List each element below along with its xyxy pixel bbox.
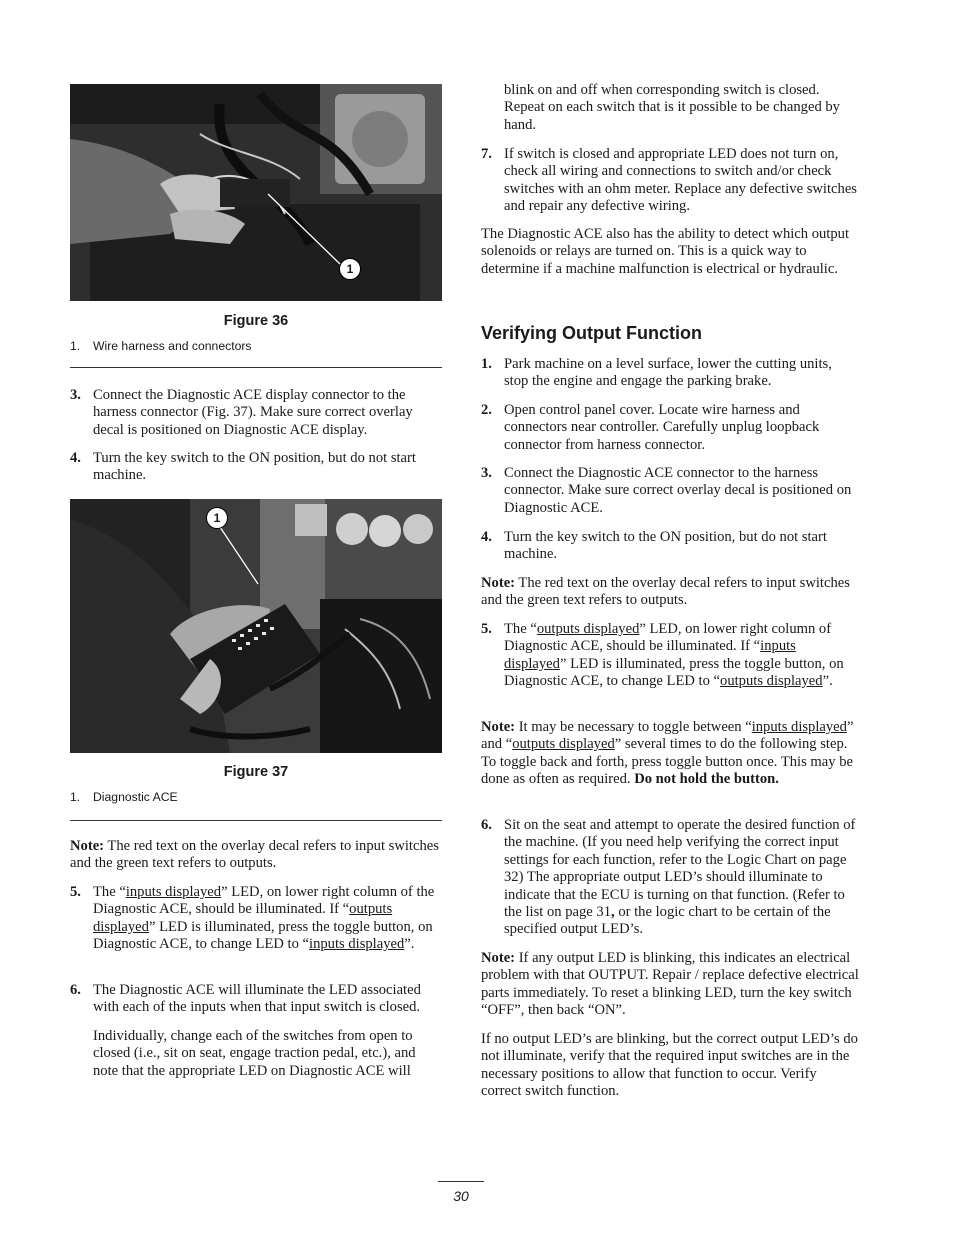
- output-step-6: [481, 817, 859, 939]
- step-number: 4.: [70, 450, 81, 466]
- legend-number: 1.: [70, 790, 81, 804]
- step-text: ” LED, on lower right column of Diagnostic ACE, should be illuminated. If “: [504, 621, 832, 655]
- step-text: Connect the Diagnostic ACE connector to the harness connector. Make sure correct overlay decal is positioned on Diagnostic ACE.: [504, 465, 852, 516]
- step-text: Turn the key switch to the ON position, but do not start machine.: [504, 529, 827, 563]
- callout-1: 1: [339, 258, 361, 280]
- step-6-continued: [70, 1028, 443, 1080]
- note-label: Note:: [481, 950, 516, 966]
- step-5: [70, 884, 443, 954]
- note: [70, 838, 443, 873]
- note-label: Note:: [70, 838, 105, 854]
- note-text: The red text on the overlay decal refers to input switches and the green text refers to outputs.: [70, 838, 439, 872]
- step-number: 6.: [70, 982, 81, 998]
- output-step-3: [481, 465, 859, 517]
- figure-36-legend: [70, 339, 252, 353]
- note-warning: Do not hold the button.: [634, 771, 779, 788]
- figure-36-photo: [70, 84, 442, 301]
- step-text: Turn the key switch to the ON position, but do not start machine.: [93, 450, 416, 484]
- step-number: 3.: [481, 465, 492, 481]
- figure-36-title: Figure 36: [223, 313, 289, 329]
- note: [481, 719, 859, 789]
- section-heading: Verifying Output Function: [481, 323, 702, 343]
- wire-harness-photo: [70, 84, 442, 301]
- legend-text: Diagnostic ACE: [93, 790, 178, 804]
- note-text: The red text on the overlay decal refers to input switches and the green text refers to outputs.: [481, 575, 850, 609]
- step-number: 2.: [481, 402, 492, 418]
- step-text: The Diagnostic ACE will illuminate the LED associated with each of the inputs when that input switch is closed.: [93, 982, 421, 1016]
- page-number: 30: [453, 1188, 469, 1204]
- step-text: Open control panel cover. Locate wire harness and connectors near controller. Carefully unplug loopback connector from harness connector.: [504, 402, 820, 453]
- output-step-4: [481, 529, 859, 564]
- step-text: If switch is closed and appropriate LED does not turn on, check all wiring and connections to switch and/or check switches with an ohm meter. Replace any defective switches and repair any defective wiring.: [504, 146, 857, 215]
- step-number: 5.: [481, 621, 492, 637]
- outputs-displayed-term: outputs displayed: [720, 673, 823, 690]
- step-text: ,: [611, 904, 615, 921]
- step-text: ”.: [404, 936, 415, 953]
- step-number: 3.: [70, 387, 81, 403]
- paragraph: [481, 226, 859, 278]
- output-step-2: [481, 402, 859, 454]
- step-text: The “: [504, 621, 537, 637]
- step-number: 5.: [70, 884, 81, 900]
- divider: [70, 367, 442, 368]
- step-number: 4.: [481, 529, 492, 545]
- step-text: ” LED is illuminated, press the toggle button, on Diagnostic ACE, to change LED to “: [504, 655, 844, 690]
- step-text: Park machine on a level surface, lower the cutting units, stop the engine and engage the parking brake.: [504, 356, 832, 390]
- step-text: ” LED, on lower right column of the Diagnostic ACE, should be illuminated. If “: [93, 884, 435, 918]
- note-text: ” and “: [481, 719, 854, 753]
- callout-1: 1: [206, 507, 228, 529]
- output-step-1: [481, 356, 859, 391]
- step-4: [70, 450, 443, 485]
- inputs-displayed-term: inputs displayed: [504, 638, 796, 672]
- step-text: Sit on the seat and attempt to operate the desired function of the machine. (If you need help verifying the correct input settings for each function, refer to the Logic Chart on page 32) The appropriate output LED’s should illuminate to indicate that the ECU is turning on that function. (Refer to the list on page 31: [504, 817, 856, 921]
- outputs-displayed-term: outputs displayed: [93, 901, 393, 935]
- step-text: Individually, change each of the switches from open to closed (i.e., sit on seat, engage traction pedal, etc.), and note that the appropriate LED on Diagnostic ACE will: [93, 1028, 416, 1079]
- step-number: 7.: [481, 146, 492, 162]
- legend-number: 1.: [70, 339, 81, 353]
- legend-text: Wire harness and connectors: [93, 339, 252, 353]
- step-text: Connect the Diagnostic ACE display connector to the harness connector (Fig. 37). Make sure correct overlay decal is positioned on Diagnostic ACE display.: [93, 387, 413, 438]
- note-label: Note:: [481, 719, 516, 735]
- step-6-continued: [481, 82, 859, 134]
- note: [481, 575, 859, 610]
- step-text: blink on and off when corresponding switch is closed. Repeat on each switch that is it possible to be changed by hand.: [504, 82, 840, 133]
- step-number: 6.: [481, 817, 492, 833]
- step-text: The “: [93, 884, 126, 900]
- inputs-displayed-term: inputs displayed: [751, 719, 847, 735]
- figure-37-photo: [70, 499, 442, 753]
- inputs-displayed-term: inputs displayed: [125, 884, 222, 900]
- divider: [70, 820, 442, 821]
- note-label: Note:: [481, 575, 516, 591]
- inputs-displayed-term: inputs displayed: [309, 936, 405, 953]
- output-step-5: [481, 621, 859, 691]
- paragraph-text: If no output LED’s are blinking, but the correct output LED’s do not illuminate, verify that the required input switches are in the necessary positions to allow that function to occur. Verify correct switch function.: [481, 1031, 858, 1100]
- paragraph: [481, 1031, 859, 1101]
- note-text: ” several times to do the following step. To toggle back and forth, press toggle button once. This may be done as often as required.: [481, 736, 853, 788]
- diagnostic-ace-photo: [70, 499, 442, 753]
- outputs-displayed-term: outputs displayed: [512, 736, 615, 753]
- figure-37-legend: [70, 790, 178, 804]
- figure-37-title: Figure 37: [223, 764, 289, 780]
- note-text: It may be necessary to toggle between “: [515, 719, 752, 735]
- step-7: [481, 146, 859, 216]
- paragraph-text: The Diagnostic ACE also has the ability to detect which output solenoids or relays are turned on. This is a quick way to determine if a machine malfunction is electrical or hydraulic.: [481, 226, 850, 277]
- step-6: [70, 982, 443, 1017]
- outputs-displayed-term: outputs displayed: [536, 621, 640, 637]
- step-text: ” LED is illuminated, press the toggle button, on Diagnostic ACE, to change LED to “: [93, 918, 433, 953]
- note: [481, 950, 859, 1020]
- step-number: 1.: [481, 356, 492, 372]
- step-text: or the logic chart to be certain of the specified output LED’s.: [504, 904, 831, 938]
- note-text: If any output LED is blinking, this indicates an electrical problem with that OUTPUT. Repair / replace defective electrical parts immediately. To reset a blinking LED, turn the key switch “OFF”, then back “ON”.: [481, 950, 859, 1019]
- step-3: [70, 387, 443, 439]
- step-text: ”.: [822, 673, 833, 690]
- footer-rule: [438, 1181, 484, 1182]
